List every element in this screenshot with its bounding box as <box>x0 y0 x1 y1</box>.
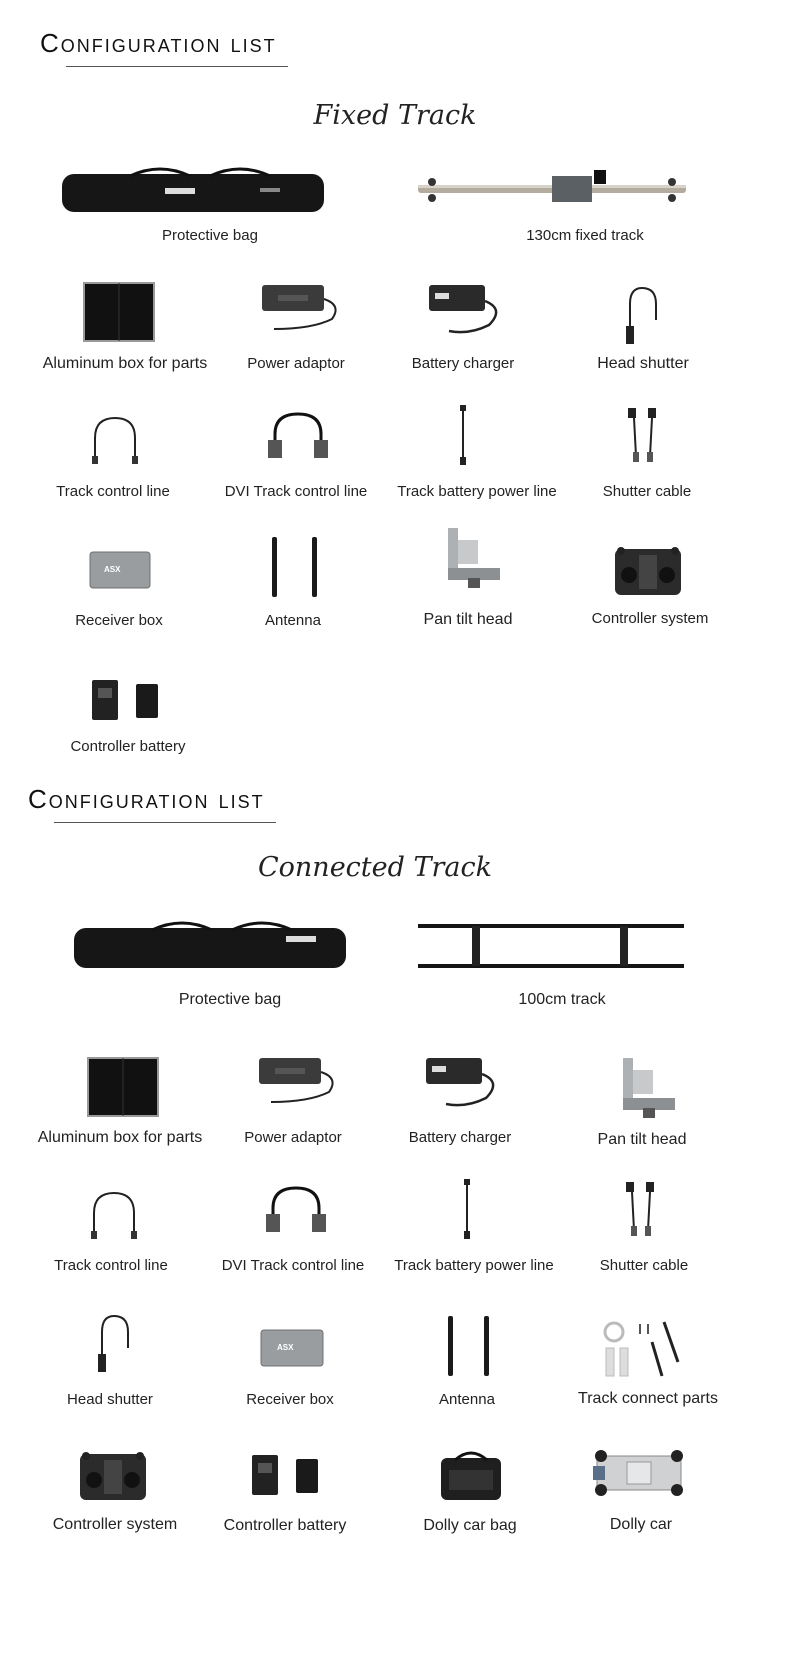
antenna-image <box>270 537 320 599</box>
track-control-line-image <box>91 1193 137 1243</box>
aluminum-box-image <box>84 283 156 341</box>
item-label: 130cm fixed track <box>526 227 644 244</box>
controller-system-image <box>80 1450 148 1502</box>
power-adaptor-image <box>262 285 342 340</box>
protective-bag-image <box>72 920 350 972</box>
heading-underline <box>66 66 288 67</box>
item-label: 100cm track <box>518 991 606 1008</box>
protective-bag-image <box>60 166 328 216</box>
antenna-image <box>446 1316 492 1378</box>
item-label: DVI Track control line <box>221 1257 365 1274</box>
dolly-car-bag-image <box>441 1450 503 1502</box>
item-label: Controller system <box>591 610 709 627</box>
item-label: Track battery power line <box>394 1257 554 1274</box>
battery-charger-image <box>426 1058 506 1116</box>
item-label: Shutter cable <box>599 1257 689 1274</box>
item-label: Dolly car bag <box>423 1517 517 1534</box>
head-shutter-image <box>626 288 660 346</box>
fixed-track-image <box>418 170 688 210</box>
controller-system-image <box>615 545 683 597</box>
item-label: Power adaptor <box>247 355 345 372</box>
item-label: Controller system <box>52 1516 178 1533</box>
item-label: Track control line <box>56 483 170 500</box>
track-connect-parts-image <box>602 1318 686 1378</box>
item-label: Track connect parts <box>578 1390 718 1407</box>
item-label: Antenna <box>265 612 321 629</box>
shutter-cable-image <box>624 1180 658 1238</box>
controller-battery-image <box>92 680 162 722</box>
brand-text: ASX <box>104 565 121 574</box>
item-label: DVI Track control line <box>224 483 368 500</box>
item-label: Track control line <box>54 1257 168 1274</box>
track-control-line-image <box>92 418 138 468</box>
item-label: Antenna <box>439 1391 495 1408</box>
item-label: Head shutter <box>597 355 689 372</box>
item-label: Battery charger <box>408 1129 512 1146</box>
item-label: Battery charger <box>411 355 515 372</box>
dolly-car-image <box>591 1448 687 1498</box>
heading-underline <box>54 822 276 823</box>
receiver-box-image <box>90 550 152 592</box>
item-label: Receiver box <box>246 1391 334 1408</box>
head-shutter-image <box>98 1316 132 1376</box>
section-heading-connected: Configuration list <box>28 784 265 814</box>
track-image <box>418 924 686 970</box>
section-subtitle-connected: Connected Track <box>258 852 492 883</box>
brand-text: ASX <box>277 1343 294 1352</box>
section-heading-fixed: Configuration list <box>40 28 277 58</box>
dvi-track-control-line-image <box>264 1186 328 1236</box>
item-label: Pan tilt head <box>423 611 513 628</box>
power-adaptor-image <box>259 1058 339 1113</box>
receiver-box-image <box>261 1328 325 1370</box>
item-label: Head shutter <box>67 1391 153 1408</box>
section-subtitle-fixed: Fixed Track <box>313 100 477 131</box>
item-label: Pan tilt head <box>597 1131 687 1148</box>
dvi-track-control-line-image <box>266 412 330 462</box>
item-label: Power adaptor <box>244 1129 342 1146</box>
pan-tilt-head-image <box>444 528 502 590</box>
track-battery-power-line-image <box>461 1179 473 1239</box>
item-label: Protective bag <box>162 227 258 244</box>
item-label: Dolly car <box>609 1516 673 1533</box>
battery-charger-image <box>429 285 509 343</box>
aluminum-box-image <box>88 1058 160 1116</box>
item-label: Aluminum box for parts <box>37 1129 203 1146</box>
item-label: Track battery power line <box>397 483 557 500</box>
item-label: Protective bag <box>178 991 282 1008</box>
item-label: Aluminum box for parts <box>42 355 208 372</box>
item-label: Controller battery <box>223 1517 347 1534</box>
pan-tilt-head-image <box>619 1058 677 1120</box>
item-label: Shutter cable <box>602 483 692 500</box>
item-label: Controller battery <box>70 738 186 755</box>
item-label: Receiver box <box>75 612 163 629</box>
track-battery-power-line-image <box>457 405 469 465</box>
controller-battery-image <box>252 1455 322 1497</box>
shutter-cable-image <box>626 406 660 464</box>
